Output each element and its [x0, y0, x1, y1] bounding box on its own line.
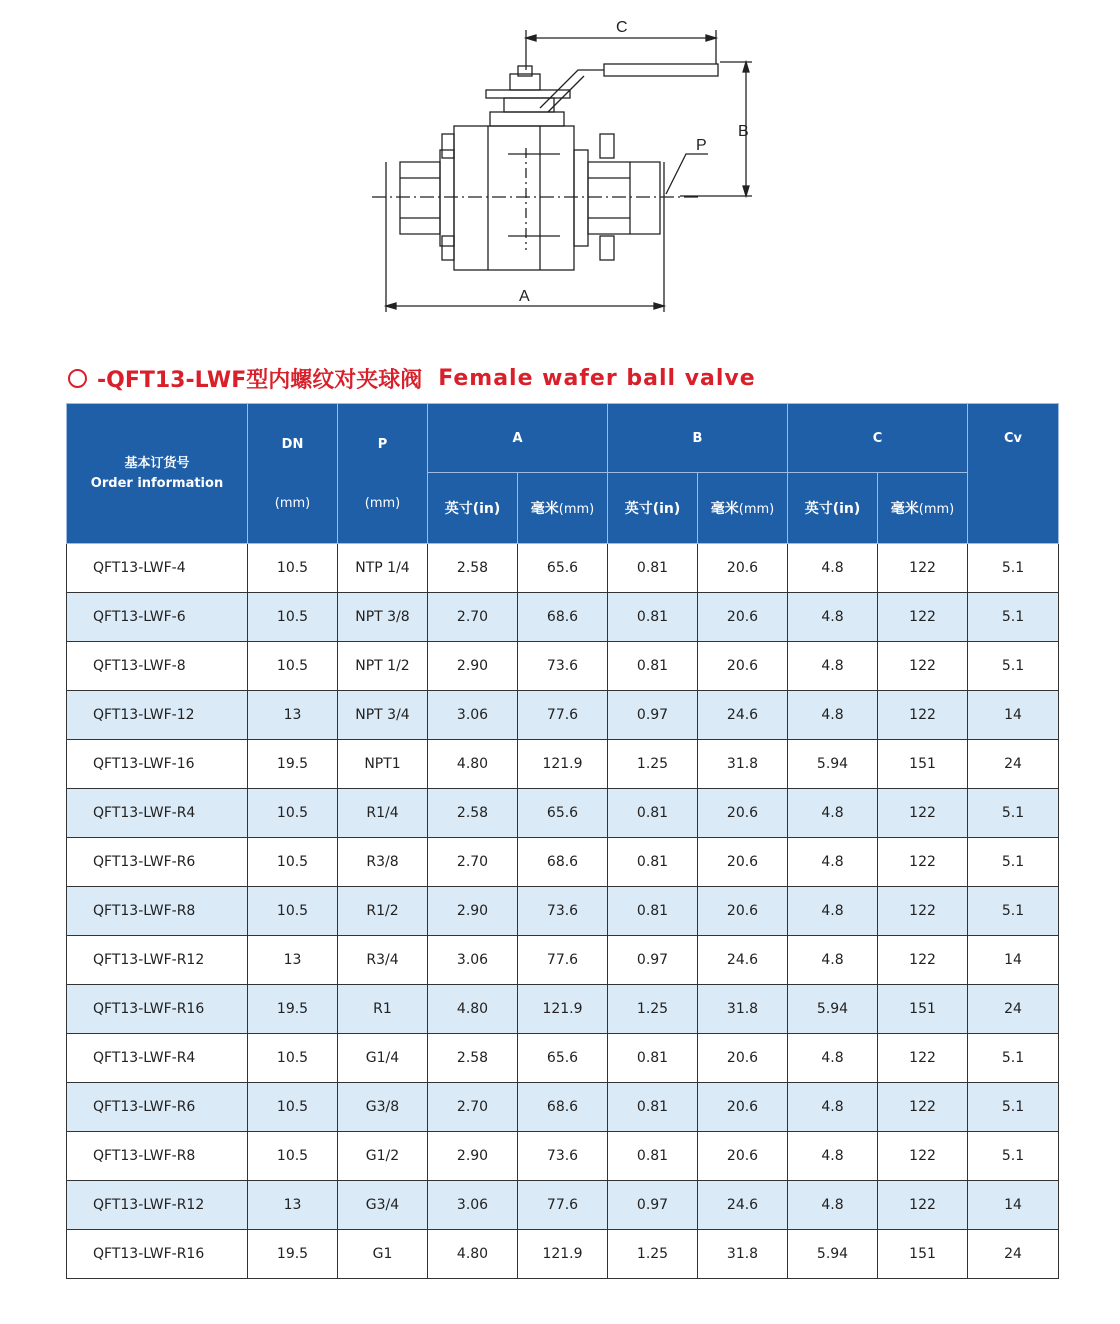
cell-b-mm: 20.6	[698, 1034, 788, 1083]
cell-b-inch: 0.81	[608, 1132, 698, 1181]
handle-grip	[604, 64, 718, 76]
cell-c-mm: 151	[878, 740, 968, 789]
cell-c-mm: 151	[878, 985, 968, 1034]
cell-model: QFT13-LWF-R16	[67, 985, 248, 1034]
cell-b-inch: 1.25	[608, 985, 698, 1034]
cell-p: NPT 3/8	[338, 593, 428, 642]
table-row	[67, 740, 1059, 789]
header-c-inch: 英寸(in)	[788, 473, 878, 544]
handle-lever	[540, 70, 606, 108]
cell-p: NPT 1/2	[338, 642, 428, 691]
spec-table-body	[67, 544, 1059, 1279]
cell-cv: 14	[968, 691, 1059, 740]
cell-c-inch: 4.8	[788, 789, 878, 838]
cell-b-inch: 1.25	[608, 1230, 698, 1279]
cell-b-mm: 31.8	[698, 985, 788, 1034]
cell-model: QFT13-LWF-R12	[67, 936, 248, 985]
table-row	[67, 1083, 1059, 1132]
cell-c-inch: 5.94	[788, 985, 878, 1034]
header-order-en: Order information	[90, 475, 224, 491]
header-mm-unit: (mm)	[558, 502, 595, 517]
cell-a-mm: 65.6	[518, 1034, 608, 1083]
cell-b-inch: 0.81	[608, 887, 698, 936]
cell-cv: 5.1	[968, 544, 1059, 593]
table-row	[67, 985, 1059, 1034]
cell-dn: 13	[248, 1181, 338, 1230]
dimension-label-p: P	[696, 137, 707, 154]
cell-c-mm: 122	[878, 642, 968, 691]
header-dn	[248, 404, 338, 544]
cell-c-inch: 4.8	[788, 1181, 878, 1230]
cell-model: QFT13-LWF-R6	[67, 1083, 248, 1132]
cell-a-inch: 2.70	[428, 593, 518, 642]
table-row	[67, 1034, 1059, 1083]
cell-p: NTP 1/4	[338, 544, 428, 593]
header-a-mm	[518, 473, 608, 544]
table-row	[67, 1230, 1059, 1279]
cell-c-mm: 122	[878, 544, 968, 593]
header-mm-label: 毫米	[890, 501, 919, 517]
cell-model: QFT13-LWF-R8	[67, 1132, 248, 1181]
cell-b-inch: 0.81	[608, 593, 698, 642]
table-row	[67, 593, 1059, 642]
cell-b-mm: 20.6	[698, 1132, 788, 1181]
cell-p: G1/4	[338, 1034, 428, 1083]
cell-c-mm: 122	[878, 789, 968, 838]
valve-body	[454, 126, 574, 270]
cell-b-inch: 0.97	[608, 936, 698, 985]
cell-dn: 10.5	[248, 642, 338, 691]
cell-c-inch: 4.8	[788, 838, 878, 887]
cell-a-inch: 2.58	[428, 544, 518, 593]
cell-p: R1/4	[338, 789, 428, 838]
cell-p: R3/8	[338, 838, 428, 887]
cell-a-mm: 77.6	[518, 691, 608, 740]
header-cv-label: Cv	[1004, 431, 1023, 446]
bolt	[442, 236, 454, 260]
header-c: C	[788, 404, 968, 473]
header-p-label: P	[377, 436, 388, 452]
section-title-chinese: -QFT13-LWF型内螺纹对夹球阀	[97, 367, 423, 393]
cell-a-inch: 2.70	[428, 1083, 518, 1132]
cell-a-mm: 65.6	[518, 544, 608, 593]
header-a-inch: 英寸(in)	[428, 473, 518, 544]
cell-a-inch: 2.90	[428, 1132, 518, 1181]
cell-a-mm: 121.9	[518, 985, 608, 1034]
cell-cv: 14	[968, 1181, 1059, 1230]
cell-b-inch: 0.81	[608, 642, 698, 691]
table-row	[67, 936, 1059, 985]
cell-b-mm: 20.6	[698, 838, 788, 887]
cell-p: G3/8	[338, 1083, 428, 1132]
cell-dn: 10.5	[248, 887, 338, 936]
cell-p: G3/4	[338, 1181, 428, 1230]
cell-a-mm: 73.6	[518, 887, 608, 936]
cell-model: QFT13-LWF-16	[67, 740, 248, 789]
cell-c-inch: 4.8	[788, 887, 878, 936]
cell-a-inch: 4.80	[428, 740, 518, 789]
cell-c-inch: 4.8	[788, 691, 878, 740]
cell-dn: 10.5	[248, 593, 338, 642]
cell-a-inch: 3.06	[428, 936, 518, 985]
header-p	[338, 404, 428, 544]
cell-c-mm: 122	[878, 1181, 968, 1230]
cell-model: QFT13-LWF-R8	[67, 887, 248, 936]
header-order-info	[67, 404, 248, 544]
cell-c-mm: 122	[878, 1083, 968, 1132]
cell-b-inch: 0.97	[608, 1181, 698, 1230]
cell-model: QFT13-LWF-8	[67, 642, 248, 691]
cell-b-inch: 1.25	[608, 740, 698, 789]
cell-b-inch: 0.81	[608, 1083, 698, 1132]
cell-b-mm: 31.8	[698, 740, 788, 789]
bolt	[442, 134, 454, 158]
cell-c-mm: 122	[878, 691, 968, 740]
cell-b-mm: 24.6	[698, 936, 788, 985]
cell-a-mm: 77.6	[518, 936, 608, 985]
cell-cv: 24	[968, 1230, 1059, 1279]
dimension-label-a: A	[519, 288, 530, 305]
bolt	[600, 236, 614, 260]
cell-c-mm: 122	[878, 1034, 968, 1083]
cell-b-mm: 20.6	[698, 887, 788, 936]
cell-model: QFT13-LWF-12	[67, 691, 248, 740]
cell-b-mm: 20.6	[698, 593, 788, 642]
cell-p: G1	[338, 1230, 428, 1279]
cell-b-mm: 31.8	[698, 1230, 788, 1279]
cell-a-inch: 2.90	[428, 642, 518, 691]
cell-b-mm: 20.6	[698, 789, 788, 838]
header-mm-unit: (mm)	[918, 502, 955, 517]
cell-model: QFT13-LWF-R16	[67, 1230, 248, 1279]
cell-a-inch: 2.58	[428, 789, 518, 838]
cell-c-mm: 122	[878, 1132, 968, 1181]
cell-b-mm: 20.6	[698, 642, 788, 691]
cell-a-mm: 65.6	[518, 789, 608, 838]
cell-b-mm: 24.6	[698, 691, 788, 740]
cell-dn: 13	[248, 691, 338, 740]
header-order-cn: 基本订货号	[124, 455, 190, 471]
cell-dn: 10.5	[248, 544, 338, 593]
cell-b-mm: 20.6	[698, 544, 788, 593]
header-mm-unit: (mm)	[738, 502, 775, 517]
valve-dimension-drawing	[0, 0, 1120, 330]
cell-a-mm: 121.9	[518, 1230, 608, 1279]
header-cv	[968, 404, 1059, 544]
cell-dn: 19.5	[248, 740, 338, 789]
cell-a-mm: 73.6	[518, 1132, 608, 1181]
header-mm-label: 毫米	[710, 501, 739, 517]
header-b-inch: 英寸(in)	[608, 473, 698, 544]
header-dn-label: DN	[281, 436, 304, 452]
section-title-english: Female wafer ball valve	[438, 365, 756, 391]
table-row	[67, 544, 1059, 593]
cell-a-inch: 2.90	[428, 887, 518, 936]
cell-c-inch: 4.8	[788, 544, 878, 593]
cell-a-mm: 77.6	[518, 1181, 608, 1230]
spec-table	[66, 403, 1059, 1279]
table-row	[67, 1132, 1059, 1181]
cell-b-mm: 24.6	[698, 1181, 788, 1230]
header-mm-label: 毫米	[530, 501, 559, 517]
cell-cv: 5.1	[968, 1083, 1059, 1132]
cell-b-mm: 20.6	[698, 1083, 788, 1132]
cell-dn: 10.5	[248, 789, 338, 838]
cell-c-mm: 122	[878, 936, 968, 985]
cell-cv: 24	[968, 985, 1059, 1034]
cell-a-mm: 121.9	[518, 740, 608, 789]
cell-p: NPT1	[338, 740, 428, 789]
cell-model: QFT13-LWF-R4	[67, 1034, 248, 1083]
cell-c-inch: 5.94	[788, 1230, 878, 1279]
cell-a-inch: 2.70	[428, 838, 518, 887]
cell-dn: 19.5	[248, 985, 338, 1034]
cell-a-inch: 3.06	[428, 691, 518, 740]
cell-p: R1	[338, 985, 428, 1034]
cell-a-mm: 68.6	[518, 1083, 608, 1132]
header-dn-unit: (mm)	[274, 495, 311, 511]
cell-p: G1/2	[338, 1132, 428, 1181]
cell-model: QFT13-LWF-4	[67, 544, 248, 593]
header-b: B	[608, 404, 788, 473]
table-row	[67, 789, 1059, 838]
header-p-unit: (mm)	[364, 495, 401, 511]
cell-dn: 13	[248, 936, 338, 985]
cell-model: QFT13-LWF-R12	[67, 1181, 248, 1230]
cell-c-mm: 122	[878, 838, 968, 887]
cell-cv: 5.1	[968, 838, 1059, 887]
header-b-mm	[698, 473, 788, 544]
cell-model: QFT13-LWF-R4	[67, 789, 248, 838]
table-row	[67, 838, 1059, 887]
cell-p: R3/4	[338, 936, 428, 985]
cell-c-mm: 122	[878, 887, 968, 936]
cell-cv: 5.1	[968, 887, 1059, 936]
header-a: A	[428, 404, 608, 473]
cell-b-inch: 0.81	[608, 544, 698, 593]
cell-p: NPT 3/4	[338, 691, 428, 740]
cell-b-inch: 0.81	[608, 789, 698, 838]
cell-a-mm: 68.6	[518, 838, 608, 887]
cell-cv: 5.1	[968, 789, 1059, 838]
cell-dn: 10.5	[248, 1034, 338, 1083]
dimension-label-c: C	[616, 19, 628, 36]
cell-cv: 5.1	[968, 1034, 1059, 1083]
cell-c-inch: 4.8	[788, 642, 878, 691]
cell-model: QFT13-LWF-6	[67, 593, 248, 642]
cell-dn: 19.5	[248, 1230, 338, 1279]
table-row	[67, 1181, 1059, 1230]
cell-b-inch: 0.81	[608, 1034, 698, 1083]
cell-c-mm: 122	[878, 593, 968, 642]
cell-cv: 5.1	[968, 1132, 1059, 1181]
section-title	[68, 360, 756, 396]
cell-c-inch: 4.8	[788, 936, 878, 985]
table-row	[67, 887, 1059, 936]
cell-p: R1/2	[338, 887, 428, 936]
cell-a-mm: 68.6	[518, 593, 608, 642]
cell-c-inch: 5.94	[788, 740, 878, 789]
cell-dn: 10.5	[248, 1083, 338, 1132]
header-c-mm	[878, 473, 968, 544]
cell-b-inch: 0.97	[608, 691, 698, 740]
cell-a-inch: 4.80	[428, 1230, 518, 1279]
circle-bullet-icon	[68, 369, 87, 388]
bolt	[600, 134, 614, 158]
table-row	[67, 691, 1059, 740]
cell-cv: 5.1	[968, 593, 1059, 642]
cell-c-inch: 4.8	[788, 1083, 878, 1132]
cell-c-inch: 4.8	[788, 1034, 878, 1083]
cell-cv: 24	[968, 740, 1059, 789]
cell-a-inch: 4.80	[428, 985, 518, 1034]
cell-c-inch: 4.8	[788, 1132, 878, 1181]
cell-c-inch: 4.8	[788, 593, 878, 642]
table-row	[67, 642, 1059, 691]
cell-cv: 14	[968, 936, 1059, 985]
cell-dn: 10.5	[248, 1132, 338, 1181]
cell-cv: 5.1	[968, 642, 1059, 691]
cell-model: QFT13-LWF-R6	[67, 838, 248, 887]
dimension-label-b: B	[738, 123, 749, 140]
cell-b-inch: 0.81	[608, 838, 698, 887]
cell-c-mm: 151	[878, 1230, 968, 1279]
cell-dn: 10.5	[248, 838, 338, 887]
cell-a-mm: 73.6	[518, 642, 608, 691]
cell-a-inch: 3.06	[428, 1181, 518, 1230]
cell-a-inch: 2.58	[428, 1034, 518, 1083]
